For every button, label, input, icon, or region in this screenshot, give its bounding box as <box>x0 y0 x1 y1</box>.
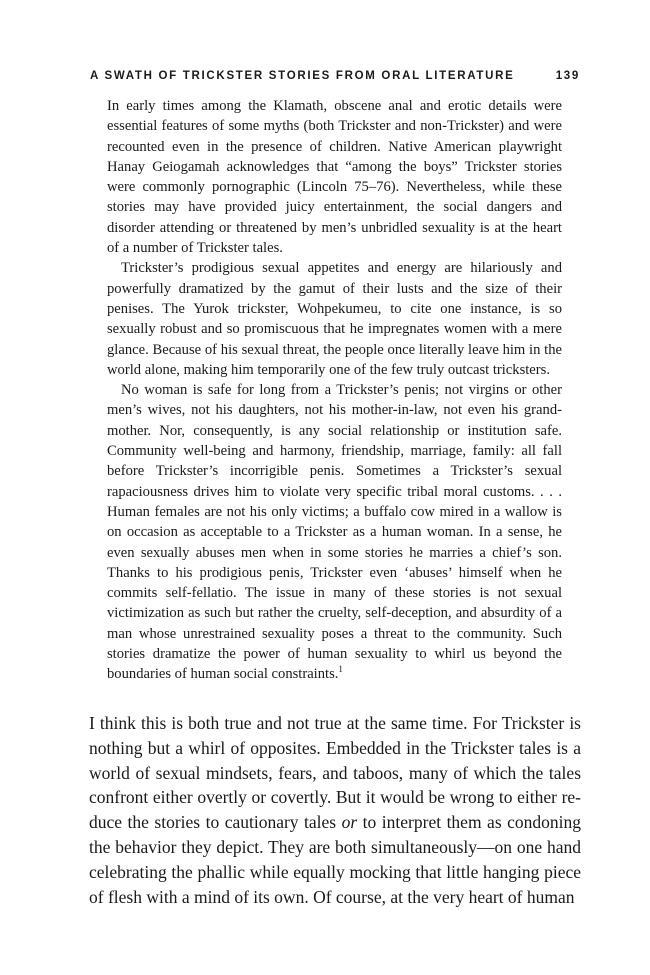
block-quote <box>107 96 562 685</box>
body-text-part-1: I think this is both true and not true at the same time. For Trickster is nothing but a whirl of opposites. Embedded in the Trickster tales is a world of sexual mindsets, fears, and taboos, many of which the tales confront either overtly or covertly. But it would be wrong to either reduce the stories to cautionary tales <box>89 713 581 833</box>
body-paragraph <box>89 711 581 909</box>
page-number: 139 <box>555 70 580 82</box>
quote-paragraph-3-text: No woman is safe for long from a Trickster’s penis; not virgins or other men’s wives, not his daughters, not his mother-in-law, not even his grandmother. Nor, consequently, is any social relationship or institution safe. Community well-being and harmony, friendship, marriage, family: all fall before Trickster’s incorrigible penis. Sometimes a Trickster’s sexual rapaciousness drives him to violate very specific tribal moral customs. . . . Human females are not his only victims; a buffalo cow mired in a wallow is on occasion as acceptable to a Trickster as a human woman. In a sense, he even sexually abuses men when in some stories he marries a chief’s son. Thanks to his prodigious penis, Trickster even ‘abuses’ himself when he commits self-fellatio. The issue in many of these stories is not sexual victimization as such but rather the cruelty, self-deception, and absurdity of a man whose unrestrained sexuality poses a threat to the community. Such stories dramatize the power of human sexuality to whirl us beyond the boundaries of human social constraints. <box>107 382 562 683</box>
body-text-part-2: to interpret them as condoning the behavior they depict. They are both simultaneously—on one hand celebrating the phallic while equally mocking that little hanging piece of flesh with a mind of its own. Of course, at the very heart of human <box>89 812 582 907</box>
quote-paragraph-1: In early times among the Klamath, obscene anal and erotic details were essential features of some myths (both Trickster and non-Trickster) and were recounted even in the presence of children. Native American playwright Hanay Geiogamah acknowledges that “among the boys” Trickster stories were commonly pornographic (Lincoln 75–76). Nevertheless, while these stories may have provided juicy entertainment, the social dangers and disorder attending or threatened by men’s unbridled sexuality is at the heart of a number of Trickster tales. <box>107 98 562 257</box>
running-head-title: A SWATH OF TRICKSTER STORIES FROM ORAL LITERATURE <box>90 70 515 82</box>
footnote-marker: 1 <box>338 664 343 675</box>
quote-paragraph-2: Trickster’s prodigious sexual appetites and energy are hilariously and powerfully dramatized by the gamut of their lusts and the size of their penises. The Yurok trickster, Wohpekumeu, to cite one instance, is so sexually robust and so promiscuous that he impregnates women with a mere glance. Because of his sexual threat, the people once literally leave him in the world alone, making him temporarily one of the few truly outcast tricksters. <box>107 260 562 378</box>
body-emphasis: or <box>341 812 358 833</box>
body-text <box>89 711 581 909</box>
quote-paragraph-3 <box>107 380 562 684</box>
running-head <box>90 66 580 86</box>
